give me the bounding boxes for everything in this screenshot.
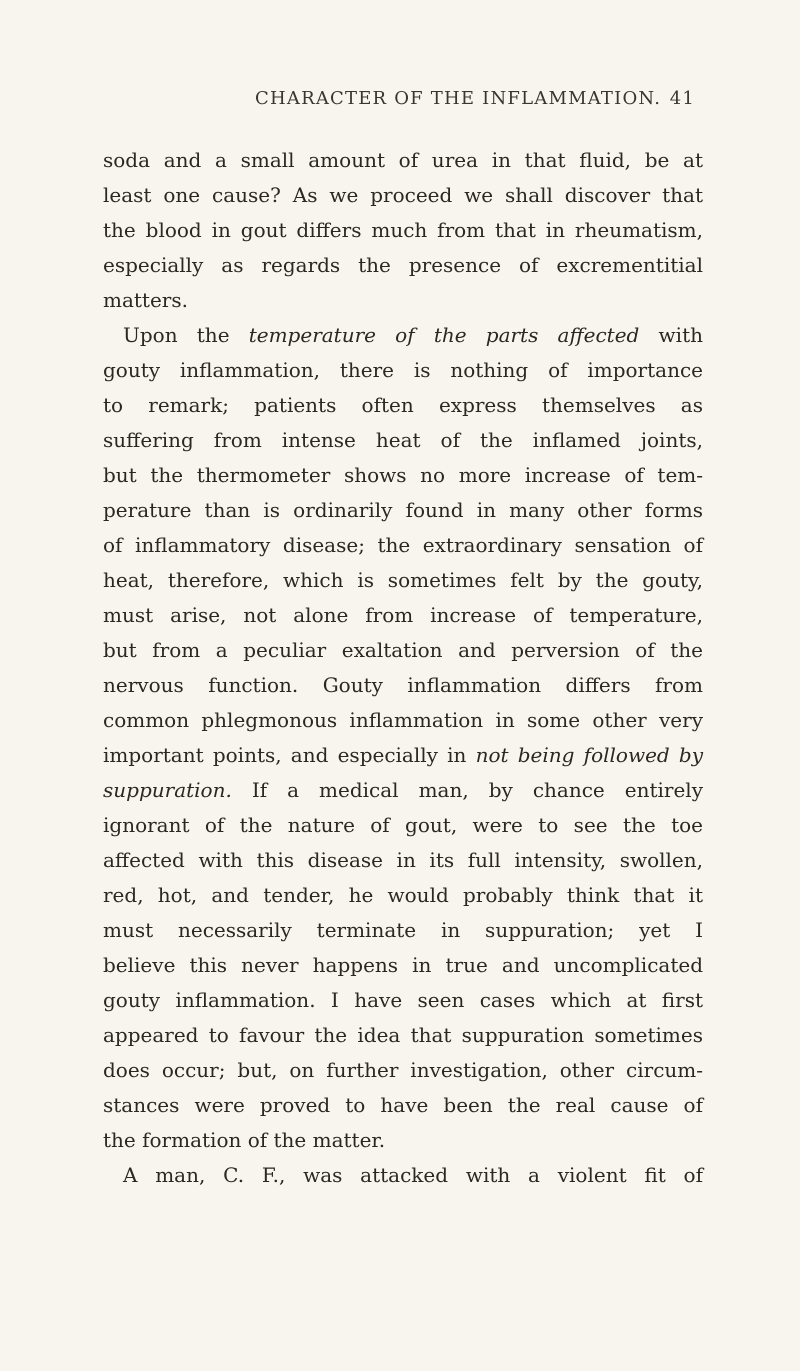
text-line: common phlegmonous inflammation in some other very [103,708,703,732]
text-line: affected with this disease in its full intensity, swollen, [103,848,703,872]
text-line: gouty inflammation. I have seen cases which at first [103,988,703,1012]
text-line: suppuration. If a medical man, by chance entirely [103,778,703,802]
text-line: gouty inflammation, there is nothing of importance [103,358,703,382]
running-header [255,88,695,118]
text-line: suffering from intense heat of the inflamed joints, [103,428,703,452]
text-line: red, hot, and tender, he would probably think that it [103,883,703,907]
text-line: believe this never happens in true and uncomplicated [103,953,703,977]
text-line: especially as regards the presence of excrementitial [103,253,703,277]
text-line: appeared to favour the idea that suppuration sometimes [103,1023,703,1047]
text-line: heat, therefore, which is sometimes felt by the gouty, [103,568,703,592]
page-number: 41 [669,88,695,109]
text-line: to remark; patients often express themselves as [103,393,703,417]
body-text [103,143,703,1193]
italic-phrase: suppuration. [103,778,232,802]
italic-phrase: temperature of the parts affected [248,323,640,347]
text-line: Upon the temperature of the parts affected with [123,323,703,347]
text-line: A man, C. F., was attacked with a violent fit of [123,1163,703,1187]
text-line: the formation of the matter. [103,1128,386,1152]
text-line: ignorant of the nature of gout, were to see the toe [103,813,703,837]
text-line: matters. [103,288,188,312]
text-line: important points, and especially in not being followed by [103,743,703,767]
chapter-title: CHARACTER OF THE INFLAMMATION. [255,88,662,109]
text-line: of inflammatory disease; the extraordinary sensation of [103,533,703,557]
text-line: must necessarily terminate in suppuration; yet I [103,918,703,942]
italic-phrase: not being followed by [475,743,703,767]
text-line: does occur; but, on further investigation, other circum- [103,1058,703,1082]
text-line: but the thermometer shows no more increase of tem- [103,463,703,487]
text-line: stances were proved to have been the real cause of [103,1093,703,1117]
text-line: must arise, not alone from increase of temperature, [103,603,703,627]
text-line: but from a peculiar exaltation and perversion of the [103,638,703,662]
text-line: soda and a small amount of urea in that fluid, be at [103,148,703,172]
text-line: nervous function. Gouty inflammation differs from [103,673,703,697]
text-line: the blood in gout differs much from that in rheumatism, [103,218,703,242]
text-line: perature than is ordinarily found in many other forms [103,498,703,522]
text-line: least one cause? As we proceed we shall discover that [103,183,703,207]
